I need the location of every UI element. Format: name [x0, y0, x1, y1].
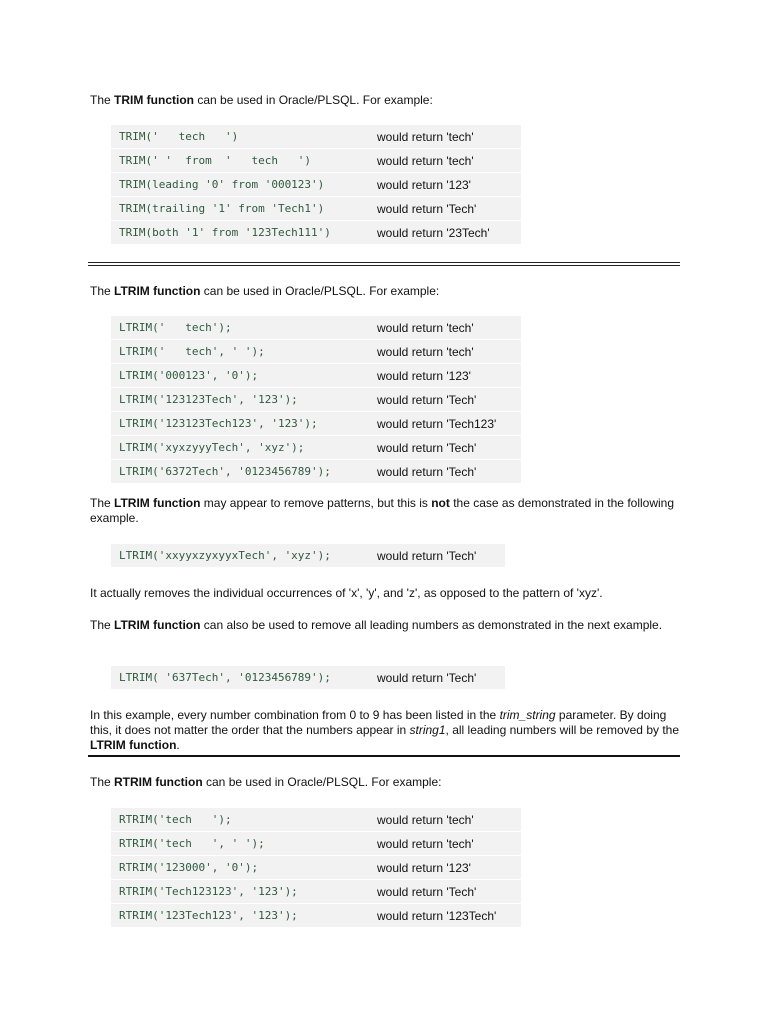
result-cell: would return 'Tech' [375, 197, 521, 221]
code-cell: RTRIM('tech ', ' '); [111, 832, 375, 856]
result-cell: would return '123Tech' [375, 904, 521, 928]
result-cell: would return 'tech' [375, 316, 521, 340]
table-row [111, 364, 521, 388]
result-cell: would return 'Tech' [375, 460, 521, 484]
table-row [111, 412, 521, 436]
ltrim-patterns-note: The LTRIM function may appear to remove patterns, but this is not the case as demonstrated in the following example. [90, 496, 675, 525]
code-cell: LTRIM(' tech', ' '); [111, 340, 375, 364]
table-row [111, 544, 505, 568]
code-cell: LTRIM('000123', '0'); [111, 364, 375, 388]
result-cell: would return 'Tech' [375, 666, 505, 690]
code-cell: TRIM(trailing '1' from 'Tech1') [111, 197, 375, 221]
code-cell: TRIM(' tech ') [111, 125, 375, 149]
table-row [111, 149, 521, 173]
code-cell: RTRIM('tech '); [111, 808, 375, 832]
code-cell: LTRIM('xxyyxzyxyyxTech', 'xyz'); [111, 544, 375, 568]
result-cell: would return '123' [375, 364, 521, 388]
result-cell: would return 'tech' [375, 808, 521, 832]
code-cell: RTRIM('123000', '0'); [111, 856, 375, 880]
result-cell: would return 'tech' [375, 125, 521, 149]
code-cell: LTRIM('xyxzyyyTech', 'xyz'); [111, 436, 375, 460]
result-cell: would return 'tech' [375, 340, 521, 364]
table-row [111, 856, 521, 880]
ltrim-removes-note: It actually removes the individual occurrences of 'x', 'y', and 'z', as opposed to the pattern of 'xyz'. [90, 586, 603, 600]
code-cell: TRIM(leading '0' from '000123') [111, 173, 375, 197]
ltrim-numbers-note: The LTRIM function can also be used to remove all leading numbers as demonstrated in the next example. [90, 618, 663, 632]
table-row [111, 460, 521, 484]
table-row [111, 316, 521, 340]
result-cell: would return '23Tech' [375, 221, 521, 245]
table-row [111, 904, 521, 928]
trim-intro: The TRIM function can be used in Oracle/PLSQL. For example: [90, 93, 433, 107]
table-row [111, 880, 521, 904]
rtrim-intro: The RTRIM function can be used in Oracle/PLSQL. For example: [90, 775, 442, 789]
trim-examples-table [111, 125, 521, 245]
code-cell: TRIM(' ' from ' tech ') [111, 149, 375, 173]
table-row [111, 666, 505, 690]
section-divider [88, 755, 680, 757]
result-cell: would return 'tech' [375, 832, 521, 856]
ltrim-numbers-table [111, 666, 505, 690]
table-row [111, 832, 521, 856]
result-cell: would return 'Tech123' [375, 412, 521, 436]
result-cell: would return '123' [375, 856, 521, 880]
ltrim-pattern-table [111, 544, 505, 568]
rtrim-examples-table [111, 808, 521, 928]
table-row [111, 221, 521, 245]
ltrim-intro: The LTRIM function can be used in Oracle/PLSQL. For example: [90, 284, 440, 298]
table-row [111, 808, 521, 832]
ltrim-explain-note: In this example, every number combination from 0 to 9 has been listed in the trim_string parameter. By doing this, it does not matter the order that the numbers appear in string1, all leading numbers will be removed by the LTRIM function. [90, 708, 680, 752]
table-row [111, 125, 521, 149]
result-cell: would return 'Tech' [375, 544, 505, 568]
result-cell: would return 'tech' [375, 149, 521, 173]
code-cell: LTRIM('6372Tech', '0123456789'); [111, 460, 375, 484]
table-row [111, 197, 521, 221]
table-row [111, 388, 521, 412]
result-cell: would return 'Tech' [375, 880, 521, 904]
code-cell: LTRIM('123123Tech123', '123'); [111, 412, 375, 436]
result-cell: would return 'Tech' [375, 436, 521, 460]
code-cell: RTRIM('123Tech123', '123'); [111, 904, 375, 928]
table-row [111, 436, 521, 460]
code-cell: RTRIM('Tech123123', '123'); [111, 880, 375, 904]
result-cell: would return '123' [375, 173, 521, 197]
ltrim-examples-table [111, 316, 521, 484]
table-row [111, 340, 521, 364]
code-cell: TRIM(both '1' from '123Tech111') [111, 221, 375, 245]
code-cell: LTRIM( '637Tech', '0123456789'); [111, 666, 375, 690]
result-cell: would return 'Tech' [375, 388, 521, 412]
code-cell: LTRIM(' tech'); [111, 316, 375, 340]
table-row [111, 173, 521, 197]
section-divider [88, 262, 680, 266]
code-cell: LTRIM('123123Tech', '123'); [111, 388, 375, 412]
